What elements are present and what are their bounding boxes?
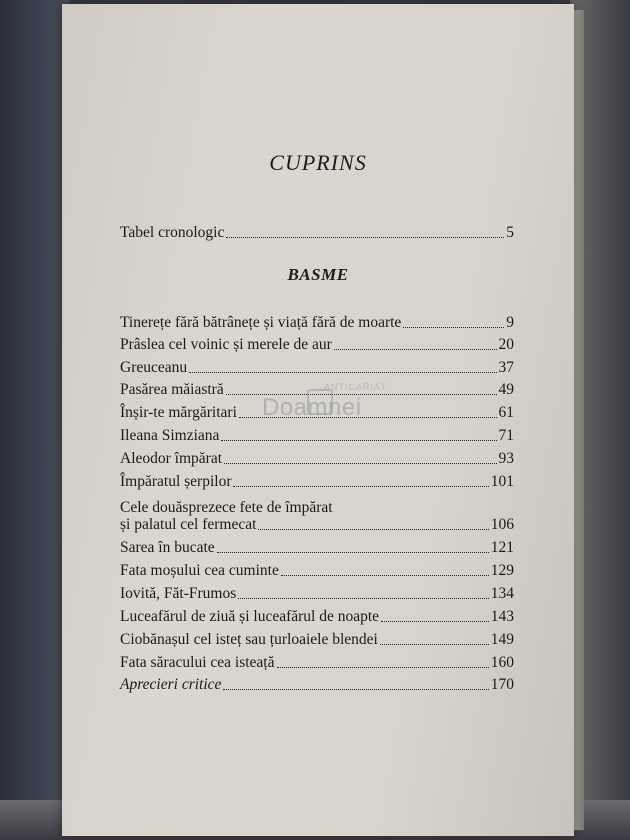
toc-leader-dots [189, 372, 496, 373]
toc-entry-page: 143 [490, 608, 514, 625]
toc-entry-title: Pasărea măiastră [120, 381, 224, 398]
toc-entry-title: Tabel cronologic [120, 224, 225, 241]
toc-entry-title: Împăratul șerpilor [120, 473, 232, 490]
toc-leader-dots [239, 417, 497, 418]
book-page [62, 4, 574, 836]
section-title: BASME [287, 265, 349, 284]
toc-leader-dots [221, 440, 496, 441]
toc-entry [120, 448, 514, 468]
toc-entry-page: 134 [490, 585, 514, 602]
toc-entry-intro [120, 222, 514, 242]
toc-entry [120, 471, 514, 491]
toc-entry-title: Sarea în bucate [120, 539, 215, 556]
toc-entry-page: 61 [498, 404, 514, 421]
toc-entry-page: 160 [490, 654, 514, 671]
toc-entry-title: Fata moșului cea cuminte [120, 562, 279, 579]
toc-leader-dots [281, 575, 489, 576]
toc-leader-dots [226, 237, 504, 238]
toc-entry [120, 357, 514, 377]
toc-leader-dots [277, 667, 489, 668]
toc-leader-dots [334, 349, 497, 350]
background-left [0, 0, 70, 840]
toc-entry-page: 101 [490, 473, 514, 490]
toc-leader-dots [380, 644, 489, 645]
toc-entry [120, 312, 514, 332]
toc-entry-page: 149 [490, 631, 514, 648]
toc-leader-dots [258, 529, 488, 530]
toc-entry [120, 583, 514, 603]
toc-entry-title: Tinerețe fără bătrânețe și viață fără de moarte [120, 314, 402, 331]
page-title: CUPRINS [269, 150, 367, 175]
toc-entry-title: Înșir-te mărgăritari [120, 404, 237, 421]
toc-entry-page: 121 [490, 539, 514, 556]
toc-entry-title: Ileana Simziana [120, 427, 220, 444]
toc-leader-dots [381, 621, 489, 622]
toc-entry-page: 170 [490, 676, 514, 693]
toc-entry [120, 629, 514, 649]
toc-entry-title: Luceafărul de ziuă și luceafărul de noapte [120, 608, 380, 625]
page-edge [574, 10, 584, 830]
toc-entry [120, 514, 514, 534]
toc-entry-page: 5 [506, 224, 514, 241]
watermark-text: Doamnei [262, 394, 362, 421]
toc-leader-dots [223, 689, 488, 690]
toc-entry [120, 560, 514, 580]
toc-entry-title: Aprecieri critice [120, 676, 222, 693]
toc-entry-page: 9 [506, 314, 514, 331]
toc-leader-dots [238, 598, 489, 599]
toc-entry-title: Greuceanu [120, 359, 188, 376]
toc-entry-page: 93 [498, 450, 514, 467]
toc-entry-title: Prâslea cel voinic și merele de aur [120, 336, 332, 353]
toc-entry-title-line1: Cele douăsprezece fete de împărat [120, 499, 333, 516]
toc-leader-dots [403, 327, 504, 328]
toc-entry-page: 106 [490, 516, 514, 533]
toc-entry [120, 674, 514, 694]
toc-entry [120, 537, 514, 557]
watermark-small-text: ANTICARIAT [324, 382, 387, 392]
toc-entry-page: 71 [498, 427, 514, 444]
toc-entry-title: Ciobănașul cel isteț sau țurloaiele blendei [120, 631, 378, 648]
toc-entry-title: Iovită, Făt-Frumos [120, 585, 237, 602]
toc-leader-dots [224, 463, 496, 464]
toc-entry-page: 20 [498, 336, 514, 353]
toc-entry-title: Aleodor împărat [120, 450, 223, 467]
toc-entry [120, 652, 514, 672]
watermark-icon [307, 389, 333, 415]
toc-entry-title-line2: și palatul cel fermecat [120, 516, 257, 533]
toc-entry-title: Fata săracului cea isteață [120, 654, 275, 671]
toc-leader-dots [233, 486, 488, 487]
toc-entry [120, 334, 514, 354]
toc-entry [120, 606, 514, 626]
toc-entry [120, 425, 514, 445]
toc-leader-dots [217, 552, 489, 553]
toc-leader-dots [226, 394, 497, 395]
toc-entry-page: 49 [498, 381, 514, 398]
toc-entry-page: 37 [498, 359, 514, 376]
toc-entry-page: 129 [490, 562, 514, 579]
